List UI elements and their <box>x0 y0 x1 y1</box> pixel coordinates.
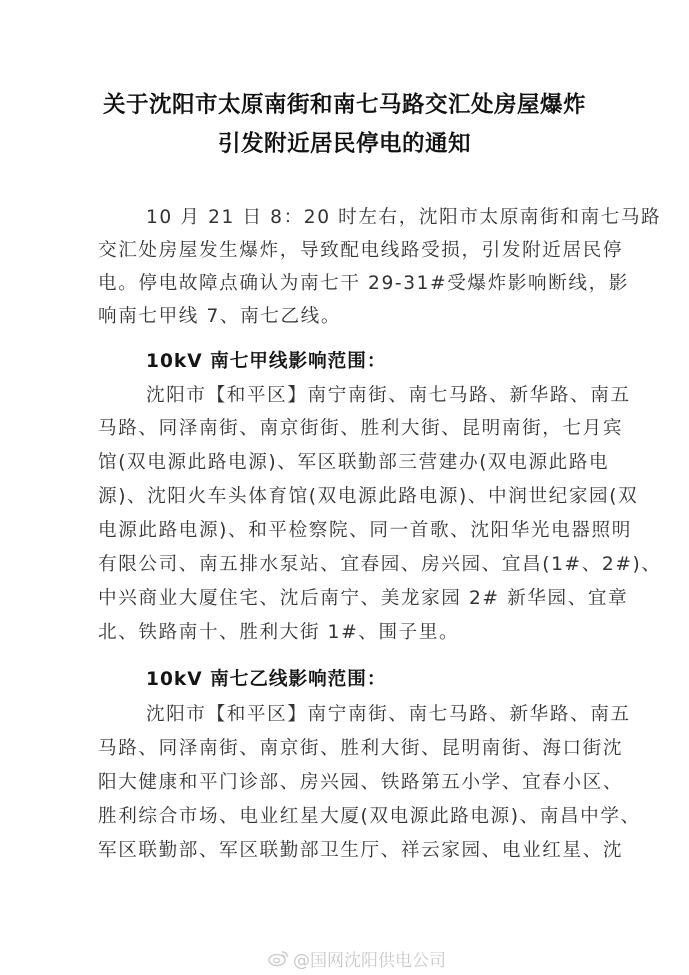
intro-line: 电。停电故障点确认为南七干 29-31#受爆炸影响断线，影 <box>98 273 629 294</box>
weibo-logo-icon <box>268 949 290 967</box>
section1-line: 有限公司、南五排水泵站、宜春园、房兴园、宜昌(1#、2#)、 <box>98 554 662 575</box>
section2-line: 军区联勤部、军区联勤部卫生厅、祥云家园、电业红星、沈 <box>98 840 624 861</box>
section-heading-nanqi-yi: 10kV 南七乙线影响范围： <box>146 669 387 690</box>
intro-line: 10 月 21 日 8：20 时左右，沈阳市太原南街和南七马路 <box>146 207 662 228</box>
intro-line: 响南七甲线 7、南七乙线。 <box>98 306 342 327</box>
weibo-watermark <box>268 946 446 970</box>
section1-line: 沈阳市【和平区】南宁南街、南七马路、新华路、南五 <box>146 385 631 406</box>
section2-line: 马路、同泽南街、南京街、胜利大街、昆明南街、海口街沈 <box>98 738 624 759</box>
section2-line: 阳大健康和平门诊部、房兴园、铁路第五小学、宜春小区、 <box>98 772 624 793</box>
section-heading-nanqi-jia: 10kV 南七甲线影响范围： <box>146 351 387 372</box>
section1-line: 电源此路电源)、和平检察院、同一首歌、沈阳华光电器照明 <box>98 520 632 541</box>
section1-line: 源)、沈阳火车头体育馆(双电源此路电源)、中润世纪家园(双 <box>98 486 639 507</box>
intro-line: 交汇处房屋发生爆炸，导致配电线路受损，引发附近居民停 <box>98 240 624 261</box>
notice-title-line-1: 关于沈阳市太原南街和南七马路交汇处房屋爆炸 <box>102 92 586 118</box>
section1-line: 马路、同泽南街、南京街街、胜利大街、昆明南街，七月宾 <box>98 418 624 439</box>
section2-line: 胜利综合市场、电业红星大厦(双电源此路电源)、南昌中学、 <box>98 806 641 827</box>
watermark-text: @国网沈阳供电公司 <box>293 950 446 971</box>
section1-line: 北、铁路南十、胜利大街 1#、围子里。 <box>98 622 460 643</box>
section1-line: 中兴商业大厦住宅、沈后南宁、美龙家园 2# 新华园、宜章 <box>98 588 629 609</box>
notice-title-line-2: 引发附近居民停电的通知 <box>217 131 471 157</box>
section1-line: 馆(双电源此路电源)、军区联勤部三营建办(双电源此路电 <box>98 452 610 473</box>
section2-line: 沈阳市【和平区】南宁南街、南七马路、新华路、南五 <box>146 704 631 725</box>
